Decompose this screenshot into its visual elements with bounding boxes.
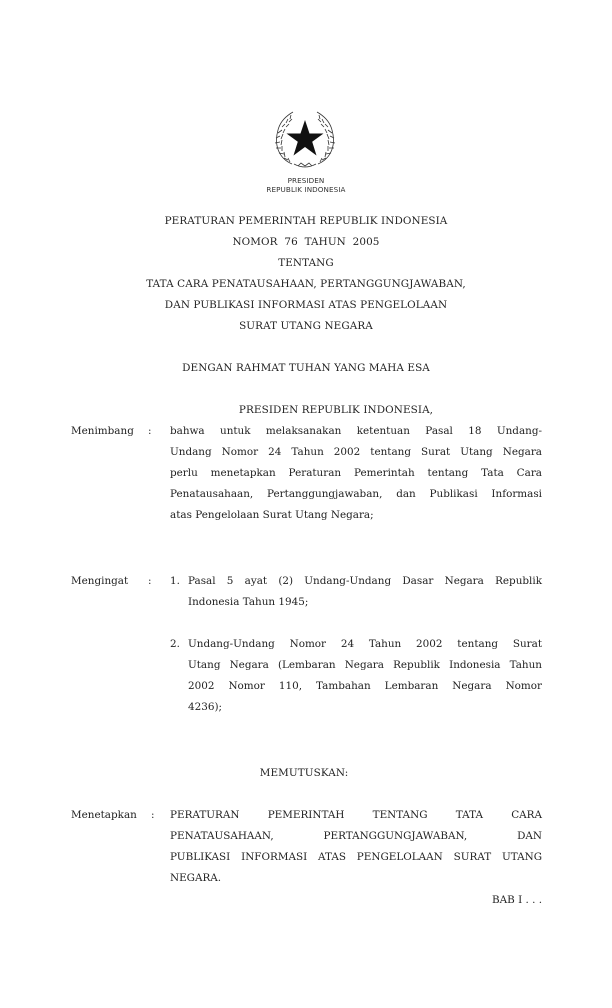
mengingat-item-line: Undang-Undang Nomor 24 Tahun 2002 tentang Surat xyxy=(188,638,542,650)
menetapkan-line-3: PUBLIKASI INFORMASI ATAS PENGELOLAAN SURAT UTANG xyxy=(170,851,542,863)
mengingat-item-2 xyxy=(188,634,542,718)
word: TATA xyxy=(455,809,483,821)
word: CARA xyxy=(511,809,542,821)
page-continuation-marker: BAB I . . . xyxy=(492,894,542,906)
garuda-star-emblem-icon xyxy=(266,108,344,170)
menimbang-line: Penatausahaan, Pertanggungjawaban, dan Publikasi Informasi xyxy=(170,488,542,500)
emblem-caption-president: PRESIDEN xyxy=(287,176,325,185)
mengingat-item-line: Pasal 5 ayat (2) Undang-Undang Dasar Negara Republik xyxy=(188,575,542,587)
mengingat-item-line: Indonesia Tahun 1945; xyxy=(188,596,309,608)
word: DAN xyxy=(517,830,542,842)
menetapkan-label: Menetapkan xyxy=(71,809,137,821)
menetapkan-text xyxy=(170,805,542,889)
word: TENTANG xyxy=(372,809,428,821)
menetapkan-line-2 xyxy=(170,826,542,847)
mengingat-item-1 xyxy=(188,571,542,613)
invocation: DENGAN RAHMAT TUHAN YANG MAHA ESA xyxy=(182,362,430,374)
mengingat-colon: : xyxy=(148,575,152,587)
menimbang-line: atas Pengelolaan Surat Utang Negara; xyxy=(170,509,374,521)
regulation-subject-line1: TATA CARA PENATAUSAHAAN, PERTANGGUNGJAWABAN, xyxy=(146,278,466,290)
regulation-subject-line3: SURAT UTANG NEGARA xyxy=(239,320,373,332)
emblem-caption-republic: REPUBLIK INDONESIA xyxy=(266,185,346,194)
mengingat-item-line: 2002 Nomor 110, Tambahan Lembaran Negara Nomor xyxy=(188,680,542,692)
menimbang-text xyxy=(170,421,542,526)
regulation-number: NOMOR 76 TAHUN 2005 xyxy=(232,236,380,248)
mengingat-item-2-number: 2. xyxy=(170,638,180,650)
word: PERATURAN xyxy=(170,809,240,821)
mengingat-item-line: Utang Negara (Lembaran Negara Republik Indonesia Tahun xyxy=(188,659,542,671)
word: PEMERINTAH xyxy=(267,809,345,821)
decision-heading: MEMUTUSKAN: xyxy=(259,767,349,779)
menetapkan-line-1 xyxy=(170,805,542,826)
menetapkan-line-4: NEGARA. xyxy=(170,872,222,884)
regulation-type-title: PERATURAN PEMERINTAH REPUBLIK INDONESIA xyxy=(164,215,448,227)
mengingat-label: Mengingat xyxy=(71,575,129,587)
regarding-label: TENTANG xyxy=(278,257,334,269)
word: PENATAUSAHAAN, xyxy=(170,830,274,842)
menetapkan-colon: : xyxy=(151,809,155,821)
menimbang-label: Menimbang xyxy=(71,425,134,437)
mengingat-item-line: 4236); xyxy=(188,701,222,713)
mengingat-item-1-number: 1. xyxy=(170,575,180,587)
menimbang-colon: : xyxy=(148,425,152,437)
word: PERTANGGUNGJAWABAN, xyxy=(323,830,468,842)
regulation-subject-line2: DAN PUBLIKASI INFORMASI ATAS PENGELOLAAN xyxy=(164,299,448,311)
menimbang-line: perlu menetapkan Peraturan Pemerintah tentang Tata Cara xyxy=(170,467,542,479)
issuer: PRESIDEN REPUBLIK INDONESIA, xyxy=(238,404,434,416)
menimbang-line: Undang Nomor 24 Tahun 2002 tentang Surat Utang Negara xyxy=(170,446,542,458)
menimbang-line: bahwa untuk melaksanakan ketentuan Pasal 18 Undang- xyxy=(170,425,542,437)
